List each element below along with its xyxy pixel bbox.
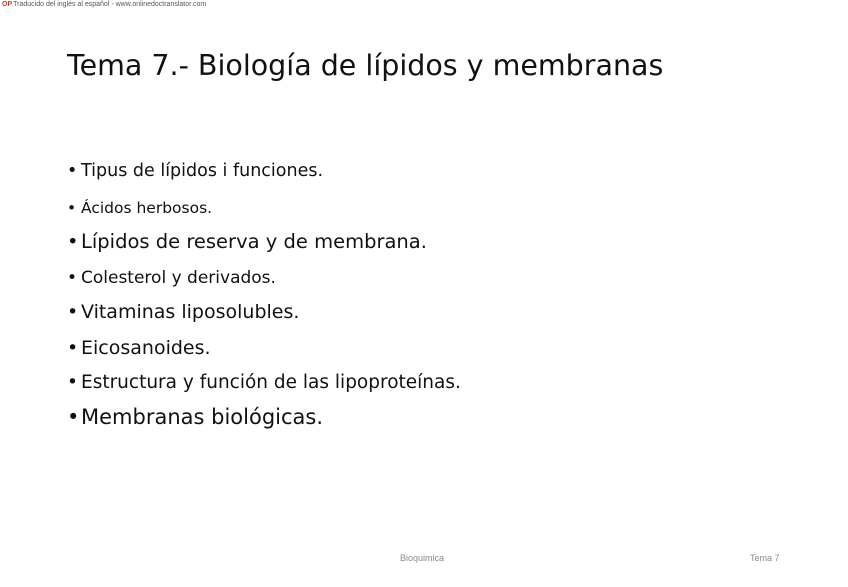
bullet-icon: • — [67, 405, 80, 429]
bullet-text: Estructura y función de las lipoproteínas. — [81, 372, 461, 393]
footer-topic-number: Tema 7 — [750, 553, 780, 563]
bullet-text: Membranas biológicas. — [81, 405, 324, 429]
bullet-icon: • — [67, 199, 77, 217]
bullet-item — [67, 230, 427, 253]
bullet-icon: • — [67, 301, 79, 323]
bullet-item — [67, 268, 276, 288]
bullet-item — [67, 199, 212, 217]
translator-logo-icon: OP — [2, 1, 13, 8]
bullet-icon: • — [67, 337, 79, 359]
bullet-icon: • — [67, 268, 78, 288]
watermark-text: Traducido del inglés al español - www.onlinedoctranslator.com — [13, 1, 207, 8]
bullet-item — [67, 301, 299, 323]
bullet-text: Tipus de lípidos i funciones. — [81, 161, 324, 181]
bullet-text: Ácidos herbosos. — [81, 199, 213, 217]
translator-watermark — [2, 0, 206, 9]
bullet-item — [67, 161, 323, 181]
footer-course-name: Bioquimica — [400, 553, 445, 563]
bullet-text: Colesterol y derivados. — [81, 268, 276, 288]
bullet-text: Vitaminas liposolubles. — [81, 301, 300, 323]
bullet-item — [67, 372, 461, 393]
bullet-text: Eicosanoides. — [81, 337, 211, 359]
bullet-item — [67, 337, 211, 359]
bullet-item — [67, 405, 323, 429]
bullet-text: Lípidos de reserva y de membrana. — [81, 230, 427, 253]
bullet-icon: • — [67, 372, 78, 393]
bullet-icon: • — [67, 230, 79, 253]
slide-title: Tema 7.- Biología de lípidos y membranas — [67, 49, 664, 82]
bullet-icon: • — [67, 161, 78, 181]
